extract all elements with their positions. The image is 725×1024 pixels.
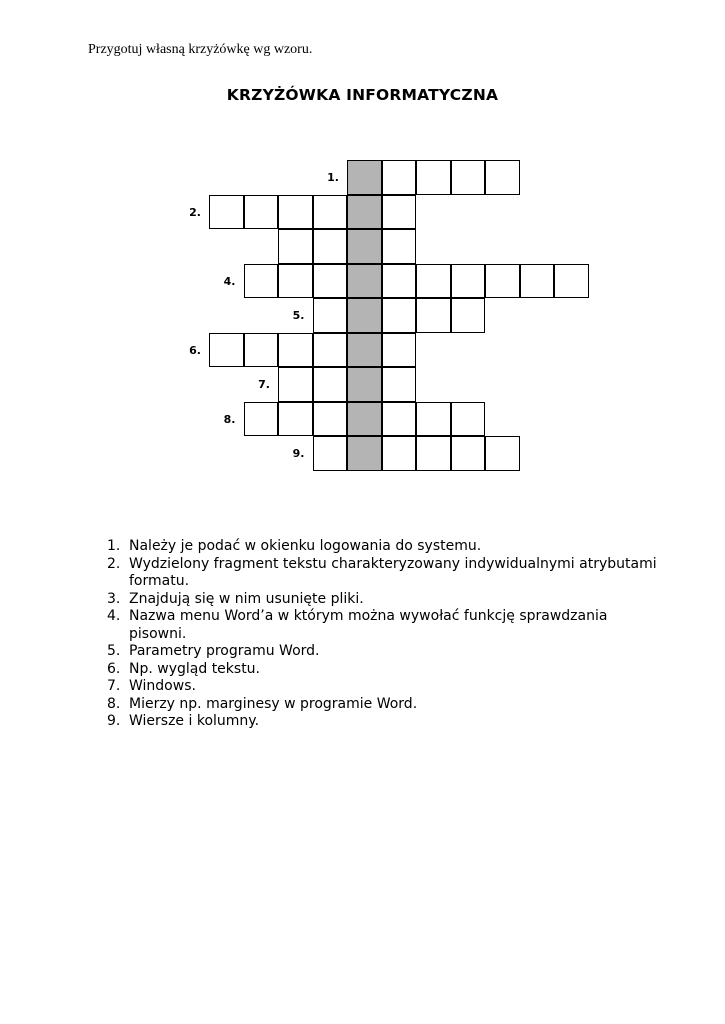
crossword-cell [382, 402, 417, 437]
clue-item [107, 661, 667, 679]
key-cell [347, 402, 382, 437]
page-title: KRZYŻÓWKA INFORMATYCZNA [226, 86, 499, 104]
key-cell [347, 367, 382, 402]
crossword-cell [451, 160, 486, 195]
row-number-label: 8. [223, 412, 236, 426]
crossword-cell [278, 367, 313, 402]
clue-text: Wiersze i kolumny. [129, 713, 260, 729]
crossword-cell [382, 333, 417, 368]
crossword-cell [382, 160, 417, 195]
row-number-label: 2. [189, 205, 201, 219]
clue-text: Nazwa menu Word’a w którym można wywołać funkcję sprawdzania pisowni. [129, 608, 608, 642]
instruction-text: Przygotuj własną krzyżówkę wg wzoru. [88, 42, 313, 57]
clue-number: 5. [107, 643, 121, 659]
clue-item [107, 696, 667, 714]
clue-number: 8. [107, 695, 121, 712]
crossword-cell [451, 264, 486, 299]
clue-number: 7. [107, 678, 121, 694]
crossword-cell [278, 195, 313, 230]
clue-item [107, 591, 667, 609]
crossword-cell [416, 402, 451, 437]
crossword-cell [451, 436, 486, 471]
crossword-cell [485, 160, 520, 195]
crossword-cell [313, 229, 348, 264]
clue-text: Windows. [129, 678, 196, 694]
key-cell [347, 298, 382, 333]
crossword-cell [416, 436, 451, 471]
crossword-cell [382, 264, 417, 299]
clue-number: 3. [107, 590, 121, 607]
crossword-cell [313, 402, 348, 437]
crossword-cell [278, 264, 313, 299]
crossword-cell [244, 264, 279, 299]
crossword-cell [382, 298, 417, 333]
crossword-cell [485, 436, 520, 471]
clue-list [107, 538, 667, 731]
crossword-cell [382, 195, 417, 230]
crossword-cell [382, 229, 417, 264]
key-cell [347, 160, 382, 195]
row-number-label: 1. [327, 171, 339, 184]
crossword-cell [313, 298, 348, 333]
crossword-cell [416, 160, 451, 195]
key-cell [347, 229, 382, 264]
crossword-cell [485, 264, 520, 299]
key-cell [347, 436, 382, 471]
crossword-cell [313, 195, 348, 230]
clue-number: 2. [107, 555, 121, 572]
crossword-cell [278, 402, 313, 437]
key-cell [347, 333, 382, 368]
clue-item [107, 643, 667, 661]
crossword-cell [520, 264, 555, 299]
clue-item [107, 608, 667, 643]
crossword-cell [278, 333, 313, 368]
clue-item [107, 678, 667, 696]
crossword-cell [451, 298, 486, 333]
clue-text: Parametry programu Word. [129, 643, 320, 659]
crossword-cell [382, 436, 417, 471]
clue-number: 1. [107, 538, 121, 554]
crossword-cell [313, 367, 348, 402]
crossword-cell [313, 436, 348, 471]
crossword-cell [382, 367, 417, 402]
key-cell [347, 264, 382, 299]
row-number-label: 6. [189, 343, 201, 357]
crossword-cell [451, 402, 486, 437]
clue-text: Należy je podać w okienku logowania do systemu. [129, 538, 482, 554]
crossword-cell [278, 229, 313, 264]
clue-item [107, 556, 667, 591]
clue-text: Znajdują się w nim usunięte pliki. [129, 590, 364, 607]
clue-item [107, 713, 667, 731]
crossword-cell [244, 195, 279, 230]
crossword-cell [244, 333, 279, 368]
clue-text: Np. wygląd tekstu. [129, 660, 261, 677]
crossword-cell [416, 298, 451, 333]
row-number-label: 9. [292, 447, 305, 460]
clue-text: Mierzy np. marginesy w programie Word. [129, 695, 418, 712]
crossword-cell [416, 264, 451, 299]
row-number-label: 7. [258, 378, 270, 391]
clue-text: Wydzielony fragment tekstu charakteryzowany indywidualnymi atrybutami formatu. [129, 555, 657, 589]
clue-number: 9. [107, 713, 121, 729]
key-cell [347, 195, 382, 230]
row-number-label: 4. [223, 274, 236, 288]
clue-number: 4. [107, 608, 121, 624]
crossword-cell [313, 333, 348, 368]
crossword-cell [244, 402, 279, 437]
crossword-cell [209, 195, 244, 230]
crossword-cell [554, 264, 589, 299]
row-number-label: 5. [292, 309, 305, 322]
clue-item [107, 538, 667, 556]
crossword-cell [313, 264, 348, 299]
clue-number: 6. [107, 660, 121, 677]
crossword-cell [209, 333, 244, 368]
